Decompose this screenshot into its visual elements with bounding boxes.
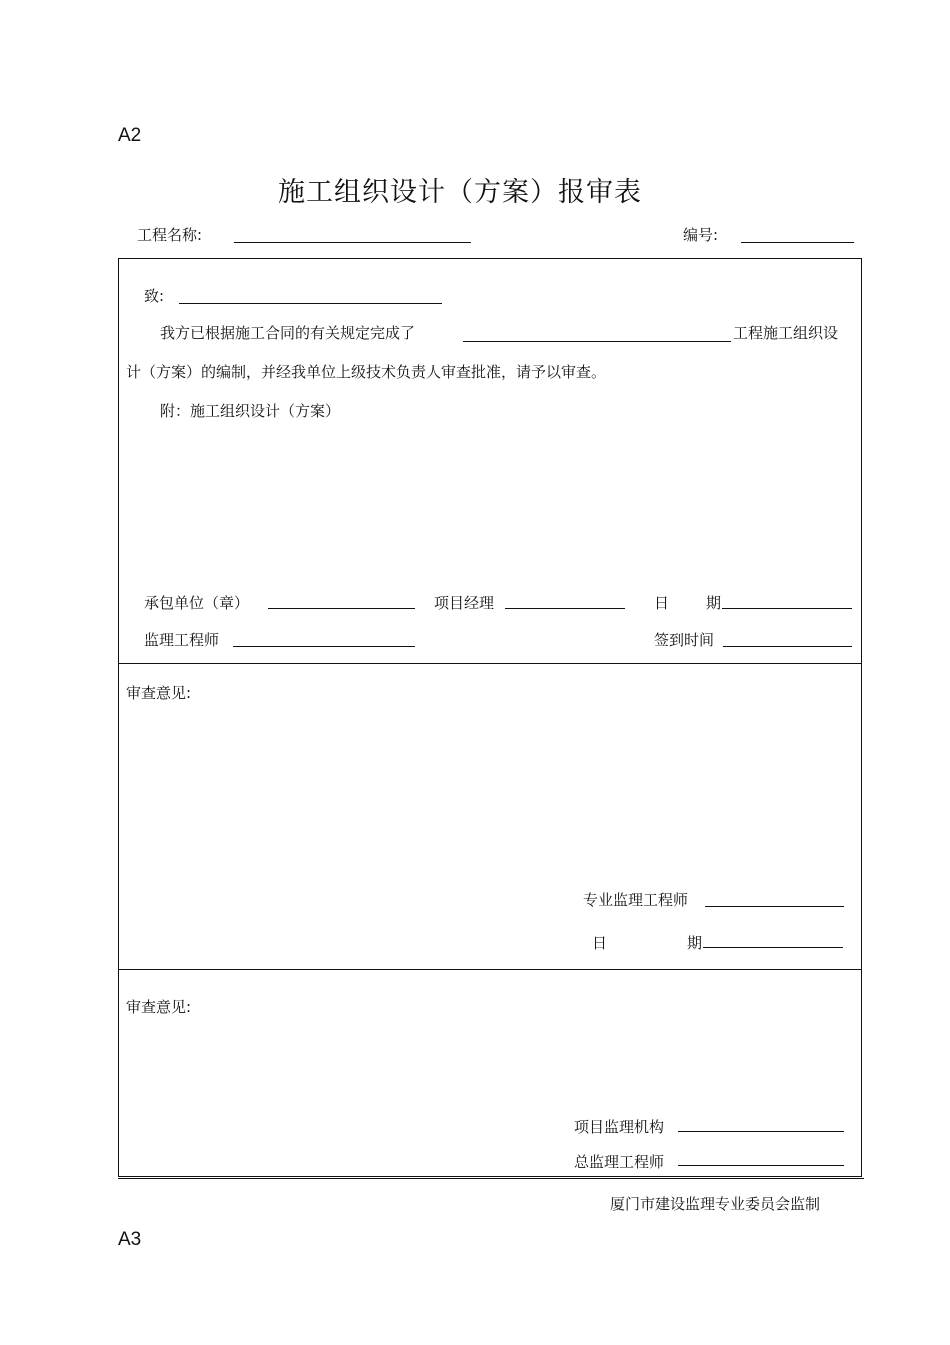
form-code-bottom: A3 [118,1229,142,1250]
form-code-top: A2 [118,125,142,146]
form-title: 施工组织设计（方案）报审表 [278,177,642,208]
date-label-2b: 期 [687,934,703,952]
date-field-1[interactable] [722,608,852,609]
date-label-2a: 日 [592,934,608,952]
review-label-2: 审查意见: [126,998,192,1016]
contractor-label: 承包单位（章） [144,594,250,612]
project-fill-field[interactable] [463,341,731,342]
chief-supervisor-label: 总监理工程师 [574,1153,665,1171]
supervisor-label: 监理工程师 [144,631,220,649]
chief-supervisor-field[interactable] [678,1165,844,1166]
date-label-1a: 日 [654,594,670,612]
contractor-field[interactable] [268,608,415,609]
date-field-2[interactable] [703,947,843,948]
specialist-label: 专业监理工程师 [583,891,689,909]
project-manager-field[interactable] [505,608,625,609]
project-name-label: 工程名称: [137,226,203,244]
date-label-1b: 期 [706,594,722,612]
to-label: 致: [144,287,165,305]
sign-time-field[interactable] [723,646,852,647]
section-divider-1 [118,663,862,664]
number-label: 编号: [683,226,719,244]
project-name-field[interactable] [234,242,471,243]
number-field[interactable] [741,242,854,243]
agency-label: 项目监理机构 [574,1118,665,1136]
body-line2: 计（方案）的编制，并经我单位上级技术负责人审查批准，请予以审查。 [126,363,607,381]
body-line1-prefix: 我方已根据施工合同的有关规定完成了 [160,324,416,342]
section-divider-2 [118,969,862,970]
recipient-field[interactable] [179,303,442,304]
agency-field[interactable] [678,1131,844,1132]
sign-time-label: 签到时间 [654,631,715,649]
body-line1-suffix: 工程施工组织设 [733,324,839,342]
attachment-line: 附：施工组织设计（方案） [160,402,341,420]
issuer-note: 厦门市建设监理专业委员会监制 [610,1195,821,1213]
specialist-field[interactable] [705,906,844,907]
project-manager-label: 项目经理 [434,594,495,612]
supervisor-field[interactable] [233,646,415,647]
review-label-1: 审查意见: [126,684,192,702]
table-bottom-rule [118,1178,864,1179]
form-table [118,258,862,1177]
